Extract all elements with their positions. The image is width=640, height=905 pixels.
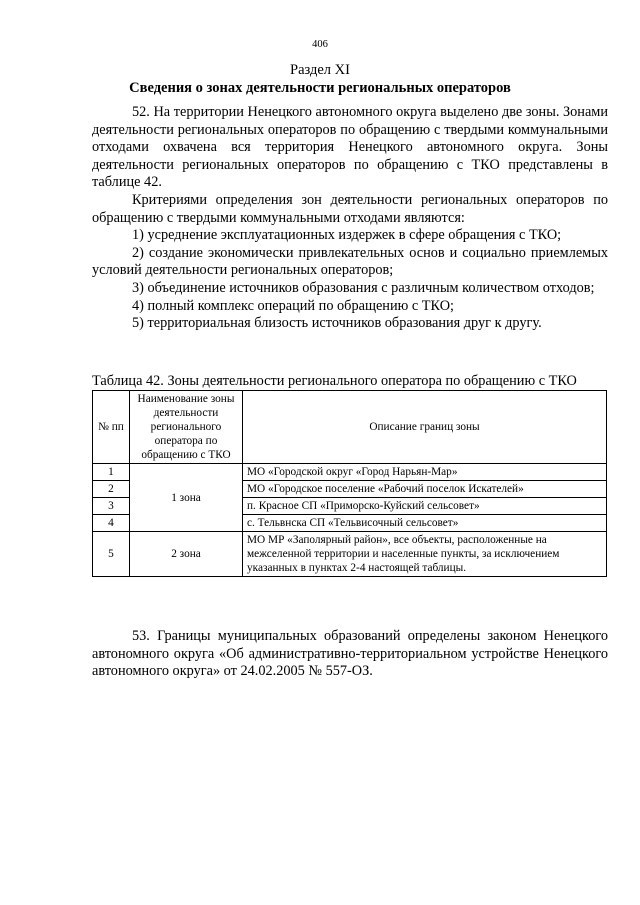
paragraph-53: 53. Границы муниципальных образований определены законом Ненецкого автономного округа «Об административно-территориальном устройстве Ненецкого автономного округа» от 24.02.2005 № 557-ОЗ. (92, 628, 608, 680)
row-num: 3 (93, 498, 130, 515)
criterion-5: 5) территориальная близость источников образования друг к другу. (132, 315, 542, 332)
section-label: Раздел XI (290, 62, 350, 78)
criterion-2: 2) создание экономически привлекательных основ и социально приемлемых условий деятельности региональных операторов; (92, 244, 608, 279)
row-description: МО «Городское поселение «Рабочий поселок Искателей» (243, 481, 607, 498)
table-row (93, 464, 607, 481)
closing-section (92, 628, 608, 681)
section-title: Сведения о зонах деятельности региональных операторов (129, 80, 511, 96)
row-description: п. Красное СП «Приморско-Куйский сельсовет» (243, 498, 607, 515)
header-description: Описание границ зоны (243, 391, 607, 464)
zone-name-cell: 1 зона (130, 464, 243, 532)
page-number: 406 (312, 39, 328, 50)
criterion-3: 3) объединение источников образования с различным количеством отходов; (132, 279, 595, 296)
row-description: МО МР «Заполярный район», все объекты, расположенные на межселенной территории и населенные пункты, за исключением указанных в пунктах 2-4 настоящей таблицы. (243, 532, 607, 577)
header-zone-name: Наименование зоны деятельности регионального оператора по обращению с ТКО (130, 391, 243, 464)
zones-table (92, 390, 607, 577)
document-body (92, 104, 608, 333)
table-header-row (93, 391, 607, 464)
table-row (93, 532, 607, 577)
row-description: с. Тельвнска СП «Тельвисочный сельсовет» (243, 515, 607, 532)
row-num: 1 (93, 464, 130, 481)
row-num: 4 (93, 515, 130, 532)
row-num: 2 (93, 481, 130, 498)
table-caption: Таблица 42. Зоны деятельности регионального оператора по обращению с ТКО (92, 373, 577, 389)
criterion-4: 4) полный комплекс операций по обращению с ТКО; (132, 297, 454, 314)
zone-name-cell: 2 зона (130, 532, 243, 577)
paragraph-52: 52. На территории Ненецкого автономного округа выделено две зоны. Зонами деятельности региональных операторов по обращению с твердыми коммунальными отходами охвачена вся территория Ненецкого автономного округа. Зоны деятельности региональных операторов по обращению с ТКО представлены в таблице 42. (92, 104, 608, 191)
row-description: МО «Городской округ «Город Нарьян-Мар» (243, 464, 607, 481)
header-num: № пп (93, 391, 130, 464)
row-num: 5 (93, 532, 130, 577)
criterion-1: 1) усреднение эксплуатационных издержек в сфере обращения с ТКО; (132, 227, 562, 244)
paragraph-criteria: Критериями определения зон деятельности региональных операторов по обращению с твердыми коммунальными отходами являются: (92, 191, 608, 226)
